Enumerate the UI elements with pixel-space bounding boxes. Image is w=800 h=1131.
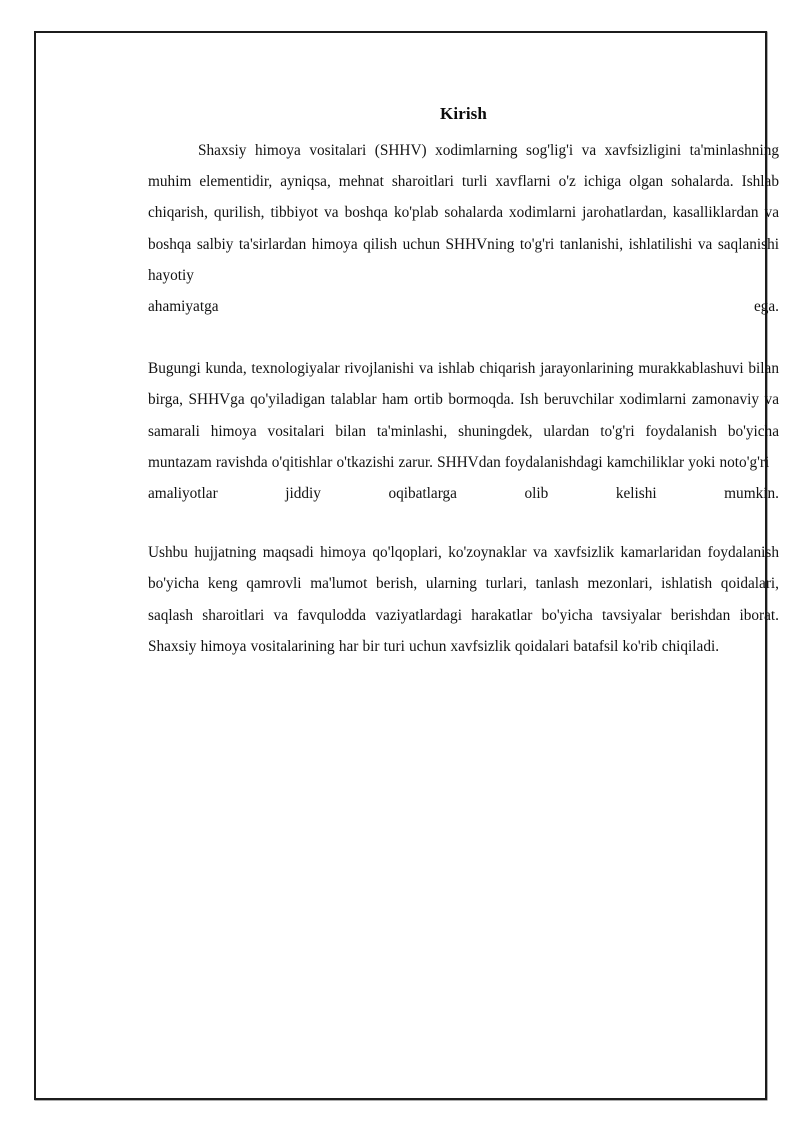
paragraph-2-tail-word: olib <box>524 485 549 503</box>
paragraph-2-last-line <box>148 478 779 509</box>
document-content <box>148 99 779 662</box>
paragraph-3-body: Ushbu hujjatning maqsadi himoya qo'lqoplari, ko'zoynaklar va xavfsizlik kamarlaridan foydalanish bo'yicha keng qamrovli ma'lumot berish, ularning turlari, tanlash mezonlari, ishlatish qoidalari, saqlash sharoitlari va favqulodda vaziyatlardagi harakatlar bo'yicha tavsiyalar berishdan iborat. Shaxsiy himoya vositalarining har bir turi uchun xavfsizlik qoidalari batafsil ko'rib chiqiladi. <box>148 544 779 655</box>
page-border-frame <box>34 31 779 1100</box>
paragraph-2-tail-word: kelishi <box>615 485 657 503</box>
paragraph-1-tail-word: ega. <box>753 298 779 316</box>
paragraph-2-tail-word: amaliyotlar <box>148 485 218 503</box>
paragraph-spacer <box>148 509 779 537</box>
paragraph-2-tail-word: jiddiy <box>285 485 321 503</box>
paragraph-2-tail-word: mumkin. <box>724 485 779 503</box>
page-title: Kirish <box>440 104 487 123</box>
paragraph-spacer <box>148 322 779 353</box>
paragraph-2-tail-word: oqibatlarga <box>388 485 457 503</box>
paragraph-1-body: Shaxsiy himoya vositalari (SHHV) xodimlarning sog'lig'i va xavfsizligini ta'minlashning muhim elementidir, ayniqsa, mehnat sharoitlari turli xavflarni o'z ichiga olgan sohalarda. Ishlab chiqarish, qurilish, tibbiyot va boshqa ko'plab sohalarda xodimlarni jarohatlardan, kasalliklardan va boshqa salbiy ta'sirlardan himoya qilish uchun SHHVning to'g'ri tanlanishi, ishlatilishi va saqlanishi hayotiy <box>148 142 779 284</box>
paragraph-2-body: Bugungi kunda, texnologiyalar rivojlanishi va ishlab chiqarish jarayonlarining murakkablashuvi bilan birga, SHHVga qo'yiladigan talablar ham ortib bormoqda. Ish beruvchilar xodimlarni zamonaviy va samarali himoya vositalari bilan ta'minlashi, shuningdek, ulardan to'g'ri foydalanish bo'yicha muntazam ravishda o'qitishlar o'tkazishi zarur. SHHVdan foydalanishdagi kamchiliklar yoki noto'g'ri <box>148 360 779 471</box>
paragraph-1-last-line <box>148 291 779 322</box>
paragraph-1-tail-word: ahamiyatga <box>148 298 219 316</box>
